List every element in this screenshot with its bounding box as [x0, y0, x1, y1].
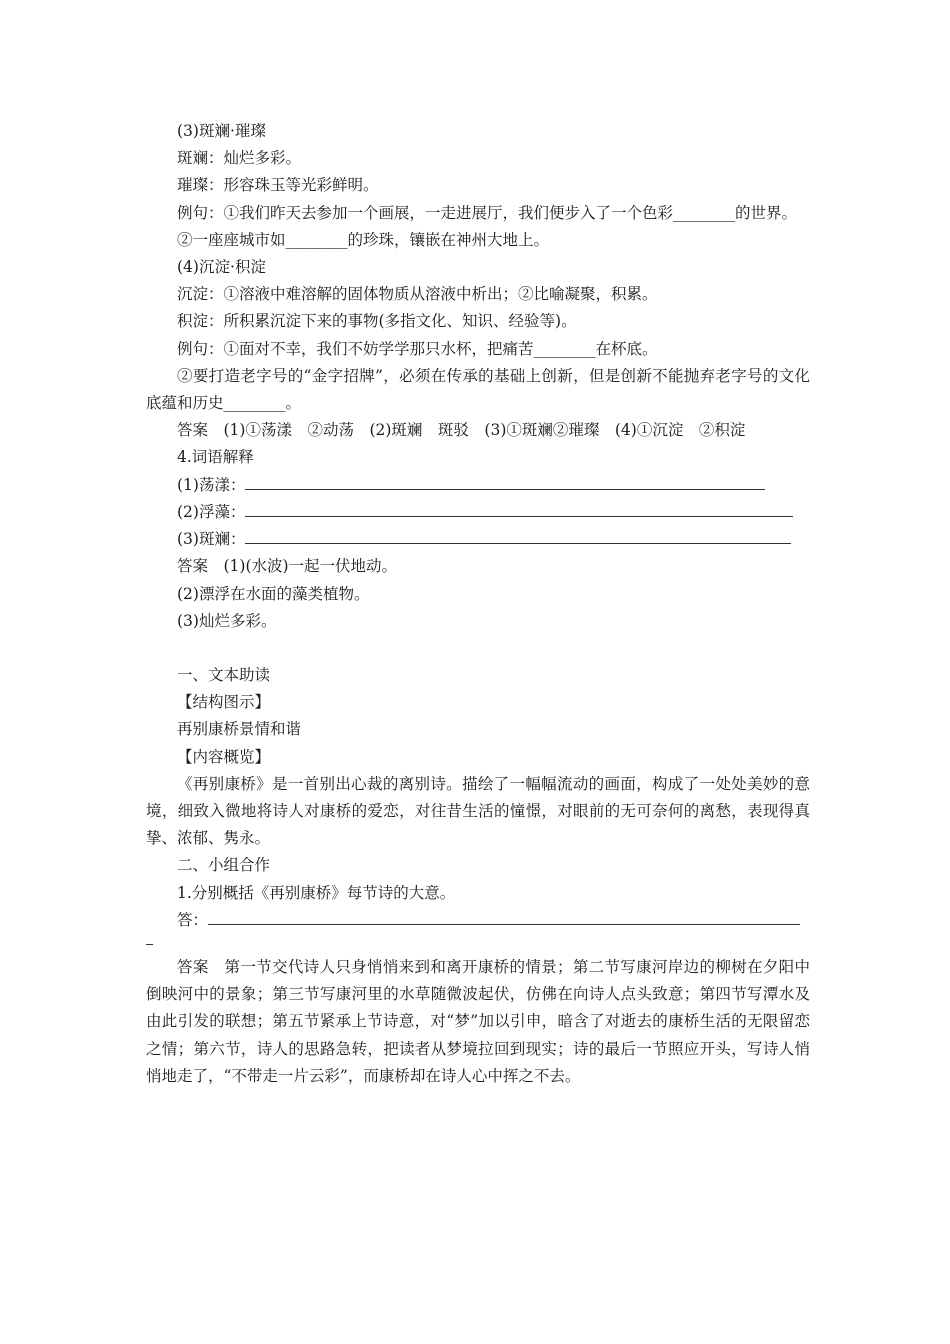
group-question-1: 1.分别概括《再别康桥》每节诗的大意。: [177, 883, 456, 902]
blank-item-3: [146, 526, 810, 553]
example-sentence-4: ②要打造老字号的“金字招牌”，必须在传承的基础上创新，但是创新不能抛弃老字号的文化底蕴和历史________。: [146, 366, 810, 413]
example-sentence-3: 例句：①面对不幸，我们不妨学学那只水杯，把痛苦________在杯底。: [177, 339, 658, 358]
blank-item-2: [146, 499, 810, 526]
answer-4-1: 答案 (1)(水波)一起一伏地动。: [177, 557, 398, 576]
blank-item-2-label: (2)浮藻：: [177, 502, 246, 521]
fill-blank-3[interactable]: [245, 526, 791, 544]
overview-subheading: 【内容概览】: [177, 747, 271, 766]
overview-text: 《再别康桥》是一首别出心裁的离别诗。描绘了一幅幅流动的画面，构成了一处处美妙的意境，细致入微地将诗人对康桥的爱恋，对往昔生活的憧憬，对眼前的无可奈何的离愁，表现得真挚、浓郁、隽永。: [146, 774, 810, 848]
blank-item-1-label: (1)荡漾：: [177, 475, 246, 494]
part-2-heading: 二、小组合作: [177, 856, 271, 875]
question-4-title: 4.词语解释: [177, 448, 254, 467]
answer-block-1: 答案 (1)①荡漾 ②动荡 (2)斑斓 斑驳 (3)①斑斓②璀璨 (4)①沉淀 ②积淀: [177, 421, 746, 440]
fill-blank-1[interactable]: [245, 472, 765, 490]
example-sentence-1: 例句：①我们昨天去参加一个画展，一走进展厅，我们便步入了一个色彩________的世界。: [177, 203, 798, 222]
part-1-heading: 一、文本助读: [177, 666, 271, 684]
document-page: [146, 118, 810, 1090]
answer-line-tail: [146, 934, 810, 954]
section-4-title: (4)沉淀·积淀: [177, 258, 266, 277]
answer-4-3: (3)灿烂多彩。: [177, 611, 277, 630]
example-sentence-2: ②一座座城市如________的珍珠，镶嵌在神州大地上。: [177, 230, 550, 249]
fill-blank-2[interactable]: [245, 499, 793, 517]
structure-text: 再别康桥景情和谐: [177, 720, 302, 739]
answer-input-label: 答：: [177, 910, 209, 929]
section-3-title: (3)斑斓·璀璨: [177, 122, 266, 140]
blank-item-1: [146, 472, 810, 499]
blank-item-3-label: (3)斑斓：: [177, 530, 246, 549]
answer-4-2: (2)漂浮在水面的藻类植物。: [177, 584, 370, 603]
definition-chendian: 沉淀：①溶液中难溶解的固体物质从溶液中析出；②比喻凝聚，积累。: [177, 285, 658, 304]
structure-subheading: 【结构图示】: [177, 693, 271, 712]
group-answer-text: 答案 第一节交代诗人只身悄悄来到和离开康桥的情景；第二节写康河岸边的柳树在夕阳中倒映河中的景象；第三节写康河里的水草随微波起伏，仿佛在向诗人点头致意；第四节写潭水及由此引发的联想；第五节紧承上节诗意，对“梦”加以引申，暗含了对逝去的康桥生活的无限留恋之情；第六节，诗人的思路急转，把读者从梦境拉回到现实；诗的最后一节照应开头，写诗人悄悄地走了，“不带走一片云彩”，而康桥却在诗人心中挥之不去。: [146, 958, 810, 1085]
answer-input-line[interactable]: [208, 907, 800, 925]
answer-input-row: [146, 907, 810, 934]
definition-cuican: 璀璨：形容珠玉等光彩鲜明。: [177, 176, 379, 195]
definition-banlan: 斑斓：灿烂多彩。: [177, 149, 302, 168]
definition-jidian: 积淀：所积累沉淀下来的事物(多指文化、知识、经验等)。: [177, 312, 577, 331]
